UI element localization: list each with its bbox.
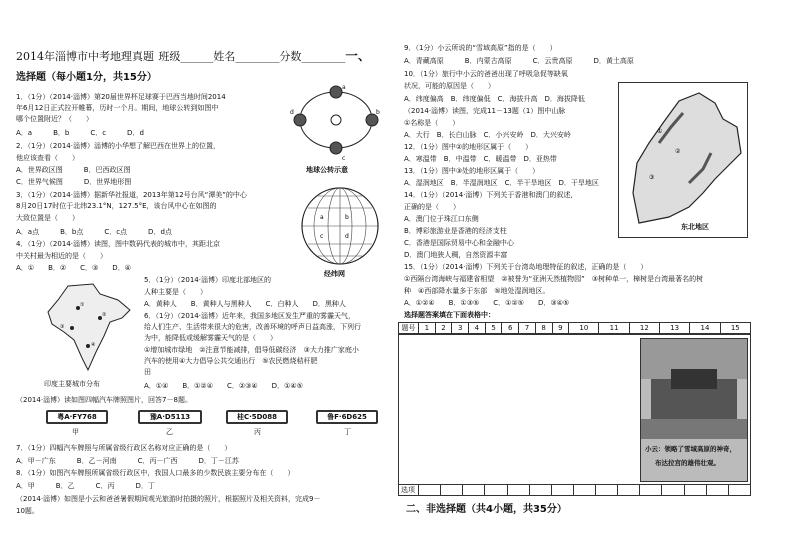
question-line: （2014·淄博）读图，完成11－13题（1）图中山脉 xyxy=(404,107,566,115)
table-cell: 6 xyxy=(502,323,519,334)
question-line: 5．（1分）（2014·淄博）印度北部地区的 xyxy=(144,276,271,284)
india-caption: 印度主要城市分布 xyxy=(44,380,100,388)
plate-label: 丙 xyxy=(254,428,261,436)
title-text: 2014年淄博市中考地理真题 xyxy=(16,50,154,63)
license-plate: 豫A·D5113 xyxy=(138,410,202,424)
question-line: （2014·淄博）如图是小云和爸爸暑假期间观光旅游时拍摄的照片，根据照片及相关资料，完成9－ xyxy=(16,495,321,503)
svg-text:d: d xyxy=(290,109,294,116)
question-line: 种 ④西部降水量多于东部 ⑤地处湿润地区。 xyxy=(404,287,550,295)
question-line: 2．（1分）（2014·淄博）淄博的小华想了解巴西在世界上的位置， xyxy=(16,142,220,150)
svg-text:a: a xyxy=(320,214,324,221)
question-line: 中关村最为相近的是（ ） xyxy=(16,252,107,260)
svg-text:c: c xyxy=(342,155,346,162)
license-plate: 桂C·5D088 xyxy=(226,410,288,424)
india-map xyxy=(38,280,138,376)
table-cell: 3 xyxy=(452,323,469,334)
option-line: A．甲 B．乙 C．丙 D．丁 xyxy=(16,482,155,490)
svg-text:d: d xyxy=(345,233,349,240)
northeast-map xyxy=(618,82,748,238)
question-line: 人种主要是（ ） xyxy=(144,288,207,296)
svg-text:c: c xyxy=(320,233,324,240)
table-cell: 12 xyxy=(629,323,659,334)
orbit-diagram xyxy=(290,80,380,162)
page-title xyxy=(16,48,370,64)
table-cell: 9 xyxy=(552,323,569,334)
svg-text:b: b xyxy=(345,214,349,221)
section-2-heading: 二、非选择题（共4小题，共35分） xyxy=(406,504,567,515)
svg-text:③: ③ xyxy=(649,174,655,181)
answer-table xyxy=(398,322,751,334)
question-line: 田 xyxy=(144,368,151,376)
svg-text:①: ① xyxy=(657,128,663,135)
option-line: A．a点 B．b点 C．c点 D．d点 xyxy=(16,228,172,236)
question-line: 10题。 xyxy=(16,507,39,515)
globe-diagram xyxy=(300,186,380,266)
question-line: 汽车的使用④大力倡导公共交通出行 ⑤农民燃烧秸秆肥 xyxy=(144,357,318,365)
question-line: 大致位置是（ ） xyxy=(16,214,79,222)
question-line: 8月20日17时位于北纬23.1°N，127.5°E，该台风中心在如图的 xyxy=(16,202,217,210)
svg-text:②: ② xyxy=(675,148,681,155)
option-line: A．纬度偏高 B．纬度偏低 C．海拔升高 D．海拔降低 xyxy=(404,95,585,103)
plate-label: 甲 xyxy=(72,428,79,436)
table-cell: 11 xyxy=(599,323,629,334)
table-cell: 8 xyxy=(535,323,552,334)
potala-photo xyxy=(640,338,748,482)
table-cell: 题号 xyxy=(399,323,419,334)
svg-text:①: ① xyxy=(80,302,85,308)
question-line: 12．（1分）图中②的地形区属于（ ） xyxy=(404,143,533,151)
form-fields: 班级______姓名________分数________ xyxy=(158,50,346,63)
question-line: 1．（1分）（2014·淄博）第20届世界杯足球赛于巴西当地时间2014 xyxy=(16,93,226,101)
option-line: C．香港是国际贸易中心和金融中心 xyxy=(404,239,514,247)
table-cell: 14 xyxy=(690,323,720,334)
table-instruction: 选择题答案填在下面表格中： xyxy=(404,311,495,319)
table-cell: 15 xyxy=(720,323,750,334)
svg-text:③: ③ xyxy=(60,324,65,330)
section-number: 一、 xyxy=(345,48,371,63)
svg-text:④: ④ xyxy=(91,342,96,348)
question-line: 哪个位置附近？（ ） xyxy=(16,115,93,123)
option-row-table xyxy=(398,484,751,496)
option-line: A．澳门位于珠江口东侧 xyxy=(404,215,479,223)
option-line: A．青藏高原 B．内蒙古高原 C．云贵高原 D．黄土高原 xyxy=(404,57,634,65)
table-cell: 2 xyxy=(435,323,452,334)
question-line: 8．（1分）如图汽车牌照所属省级行政区中，我国人口最多的少数民族主要分布在（ ） xyxy=(16,469,295,477)
license-plate: 粤A·FY768 xyxy=(46,410,108,424)
plate-label: 乙 xyxy=(166,428,173,436)
photo-caption: 小云：领略了雪域高原的神奇， xyxy=(645,445,736,453)
table-cell: 4 xyxy=(469,323,486,334)
question-line: 10．（1分）旅行中小云的爸爸出现了呼吸急促等缺氧 xyxy=(404,70,568,78)
table-header-row xyxy=(399,323,751,334)
option-line: A．①②④ B．①③⑤ C．①②⑤ D．③④⑤ xyxy=(404,299,570,307)
table-cell: 13 xyxy=(660,323,690,334)
question-line: ①增加城市绿地 ②注意节能减排，倡导低碳经济 ③大力推广家庭小 xyxy=(144,346,359,354)
question-line: 为中，能降低或缓解雾霾天气的是（ ） xyxy=(144,334,277,342)
option-line: A．a B．b C．c D．d xyxy=(16,129,144,137)
orbit-caption: 地球公转示意 xyxy=(306,166,348,174)
table-cell: 选项 xyxy=(399,485,419,496)
svg-text:b: b xyxy=(376,109,380,116)
option-line: A．① B．② C．③ D．④ xyxy=(16,264,131,272)
question-line: 7．（1分）四幅汽车牌照与所属省级行政区名称对应正确的是（ ） xyxy=(16,444,232,452)
option-line: A．①④ B．①②④ C．②③④ D．①④⑤ xyxy=(144,382,303,390)
question-line: 给人们生产、生活带来很大的危害，改善环境的呼声日益高涨，下列行 xyxy=(144,323,361,331)
table-cell: 5 xyxy=(485,323,502,334)
globe-caption: 经纬网 xyxy=(324,270,345,278)
svg-text:a: a xyxy=(342,84,346,91)
question-line: 正确的是（ ） xyxy=(404,203,460,211)
section-1-heading: 选择题（每小题1分，共15分） xyxy=(16,72,157,83)
option-line: A．寒温带 B．中温带 C．暖温带 D．亚热带 xyxy=(404,155,557,163)
question-line: 年6月12日正式拉开帷幕，历时一个月。期间，地球公转到如图中 xyxy=(16,104,219,112)
option-line: D．澳门地狭人稠，自然资源丰富 xyxy=(404,251,508,259)
question-line: 9．（1分）小云所说的“雪域高原”指的是（ ） xyxy=(404,44,557,52)
question-line: 4．（1分）（2014·淄博）读图，图中数码代表的城市中，其距北京 xyxy=(16,240,220,248)
question-line: 6．（1分）（2014·淄博）近年来，我国多地区发生严重的雾霾天气， xyxy=(144,312,355,320)
question-line: 14．（1分）（2014·淄博）下列关于香港和澳门的叙述， xyxy=(404,191,578,199)
question-line: ①名称是（ ） xyxy=(404,119,460,127)
question-line: 他应该查看（ ） xyxy=(16,154,79,162)
table-cell: 7 xyxy=(519,323,536,334)
option-line: B．博彩旅游业是香港的经济支柱 xyxy=(404,227,507,235)
table-cell: 1 xyxy=(419,323,436,334)
license-plate: 鲁F·6D625 xyxy=(316,410,378,424)
option-line: A．世界政区图 B．巴西政区图 xyxy=(16,166,131,174)
question-line: ①西隔台湾海峡与福建省相望 ②被誉为“亚洲天然植物园” ③树种单一，樟树是台湾最著名的树 xyxy=(404,275,704,283)
question-line: 13．（1分）图中③处的地形区属于（ ） xyxy=(404,167,540,175)
option-line: A．湿润地区 B．半湿润地区 C．半干旱地区 D．干旱地区 xyxy=(404,179,599,187)
question-line: 15．（1分）（2014·淄博）下列关于台湾岛地理特征的叙述，正确的是（ ） xyxy=(404,263,648,271)
northeast-caption: 东北地区 xyxy=(681,223,709,231)
svg-text:②: ② xyxy=(102,312,107,318)
table-cell: 10 xyxy=(569,323,599,334)
question-line: 3．（1分）（2014·淄博）据新华社报道，2013年第12号台风“潭美”的中心 xyxy=(16,191,247,199)
question-line: 状况，可能的原因是（ ） xyxy=(404,82,495,90)
question-line: （2014·淄博）读如图四幅汽车牌照图片，回答7－8题。 xyxy=(16,396,192,404)
option-line: A．黄种人 B．黄种人与黑种人 C．白种人 D．黑种人 xyxy=(144,300,346,308)
option-line: A．甲－广东 B．乙－河南 C．丙－广西 D．丁－江苏 xyxy=(16,457,239,465)
plate-label: 丁 xyxy=(344,428,351,436)
option-line: A．大行 B．长白山脉 C．小兴安岭 D．大兴安岭 xyxy=(404,131,571,139)
photo-caption: 布达拉宫的雄伟壮观。 xyxy=(655,459,720,467)
option-line: C．世界气候图 D．世界地形图 xyxy=(16,178,132,186)
